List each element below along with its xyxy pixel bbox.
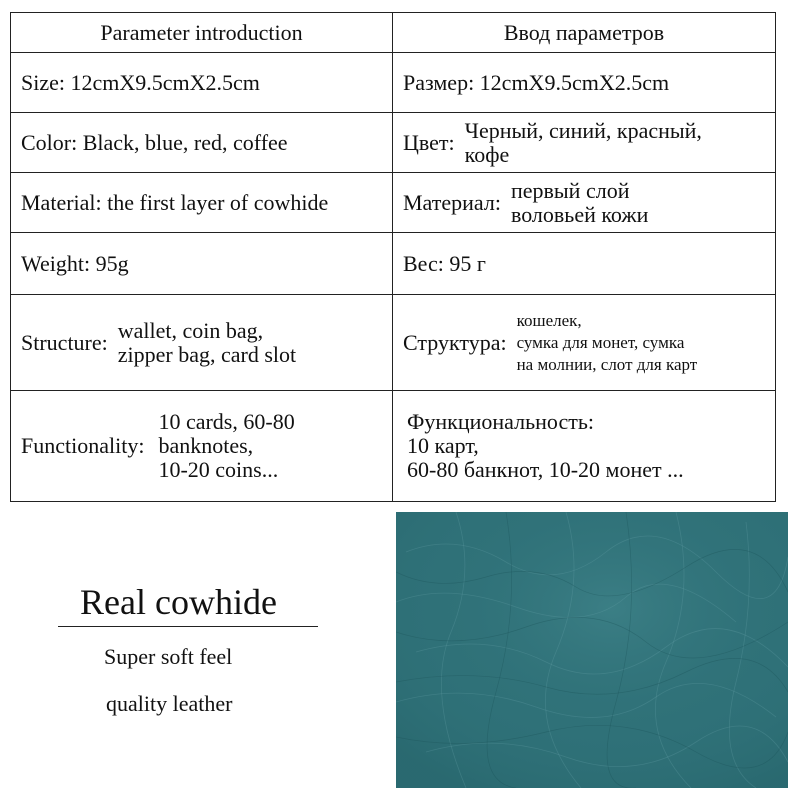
functionality-ru-cell: [393, 391, 775, 501]
material-ru-value: первый слой воловьей кожи: [510, 177, 649, 227]
table-row-size: [11, 53, 775, 113]
weight-en-cell: [11, 233, 393, 294]
structure-en-cell: [11, 295, 393, 390]
structure-ru-value: кошелек, сумка для монет, сумка на молнии, слот для карт: [516, 310, 698, 374]
color-en: Color: Black, blue, red, coffee: [21, 129, 288, 155]
weight-ru-cell: [393, 233, 775, 294]
promo-divider: [58, 626, 318, 627]
structure-en-label: Structure:: [21, 329, 108, 355]
size-en: Size: 12cmX9.5cmX2.5cm: [21, 69, 260, 95]
weight-en: Weight: 95g: [21, 250, 129, 276]
table-row-color: [11, 113, 775, 173]
color-ru-value: Черный, синий, красный, кофе: [464, 117, 702, 167]
color-en-cell: [11, 113, 393, 172]
table-row-structure: [11, 295, 775, 391]
functionality-en-cell: [11, 391, 393, 501]
structure-ru-cell: [393, 295, 775, 390]
structure-ru-label: Структура:: [403, 329, 507, 355]
leather-texture-pattern: [396, 512, 788, 788]
material-ru-label: Материал:: [403, 189, 501, 215]
color-ru-label: Цвет:: [403, 129, 455, 155]
leather-texture-image: [396, 512, 788, 788]
table-header-row: [11, 13, 775, 53]
spec-table: [10, 12, 776, 502]
size-ru-cell: [393, 53, 775, 112]
functionality-en-label: Functionality:: [21, 433, 145, 458]
size-en-cell: [11, 53, 393, 112]
material-ru-cell: [393, 173, 775, 232]
structure-en-value: wallet, coin bag, zipper bag, card slot: [117, 317, 297, 367]
header-english: Parameter introduction: [11, 13, 393, 52]
color-ru-cell: [393, 113, 775, 172]
functionality-en-value: 10 cards, 60-80 banknotes, 10-20 coins...: [158, 409, 295, 482]
size-ru: Размер: 12cmX9.5cmX2.5cm: [403, 69, 670, 95]
material-en: Material: the first layer of cowhide: [21, 189, 329, 215]
functionality-ru-value: Функциональность: 10 карт, 60-80 банкнот, 10-20 монет ...: [407, 409, 684, 482]
weight-ru: Вес: 95 г: [403, 250, 486, 276]
header-russian: Ввод параметров: [503, 19, 665, 45]
table-row-material: [11, 173, 775, 233]
promo-feature-2: quality leather: [106, 691, 233, 716]
material-en-cell: [11, 173, 393, 232]
promo-feature-1: Super soft feel: [104, 644, 233, 669]
table-row-functionality: [11, 391, 775, 501]
promo-title: Real cowhide: [80, 582, 277, 622]
table-row-weight: [11, 233, 775, 295]
